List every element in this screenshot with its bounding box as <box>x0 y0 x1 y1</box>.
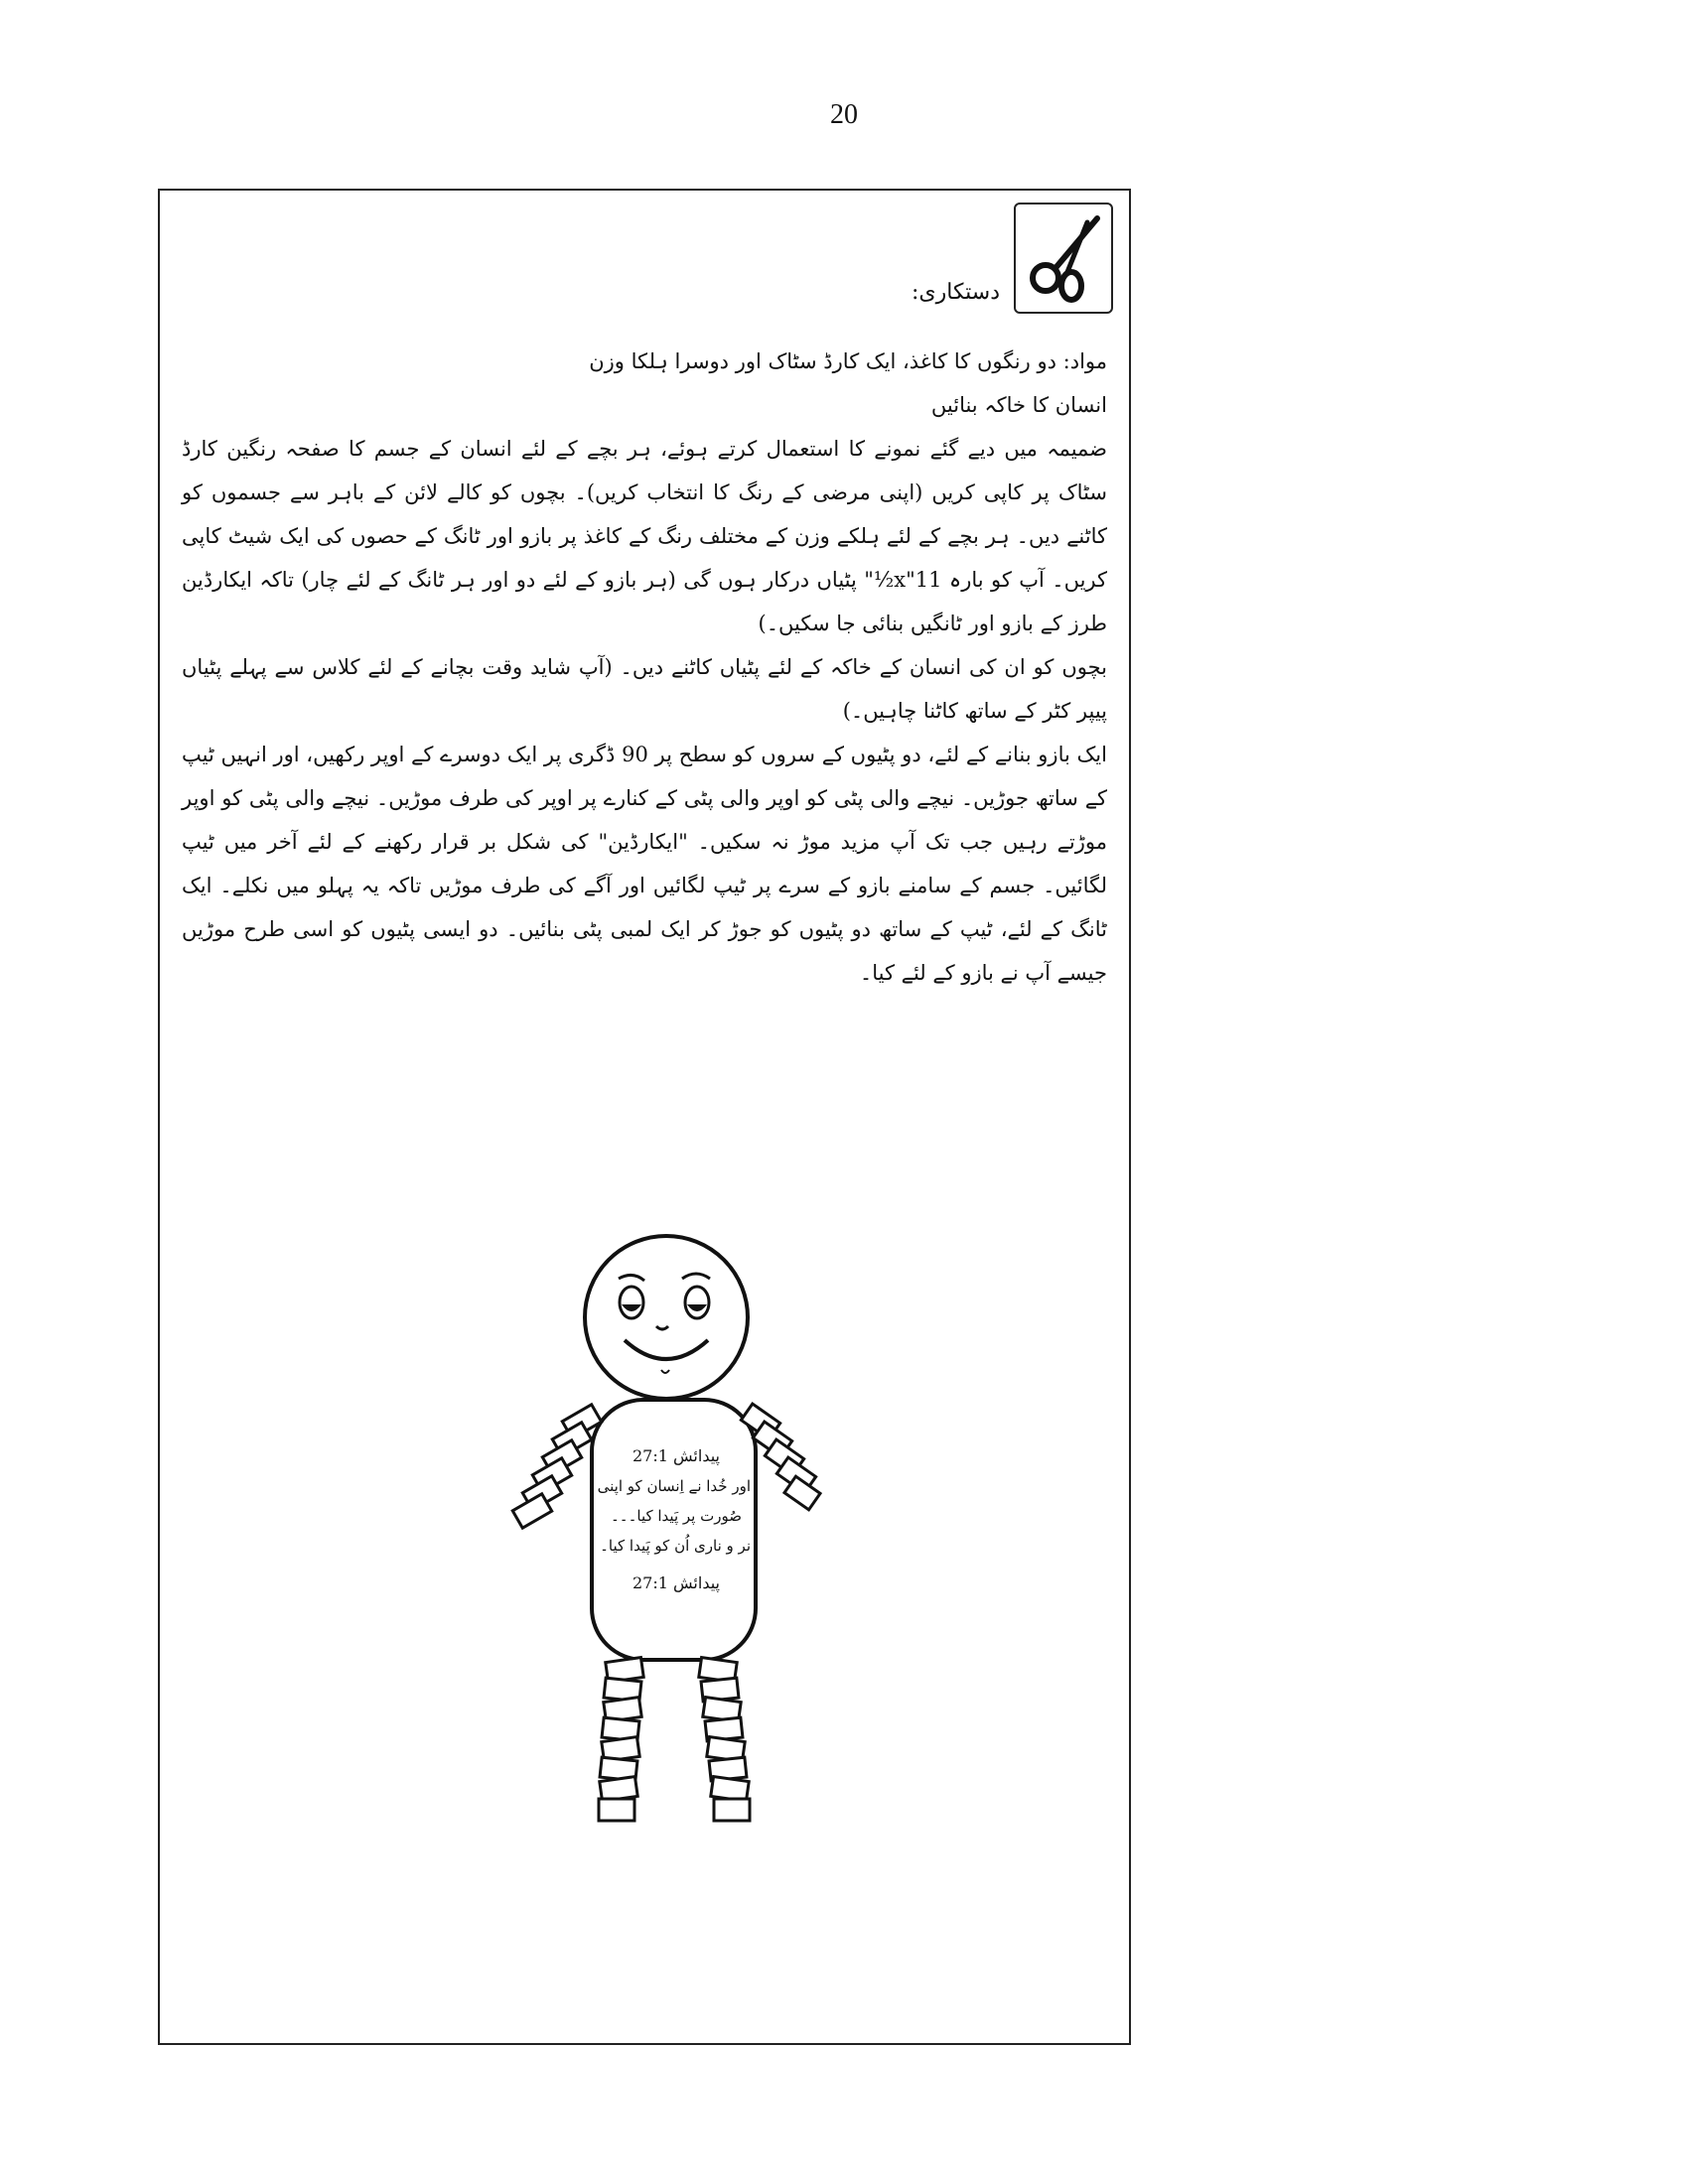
scissors-icon <box>1014 203 1113 314</box>
verse-line-1: اور خُدا نے اِنسان کو اپنی <box>597 1477 751 1495</box>
section-label: دستکاری: <box>912 280 1000 305</box>
paragraph-1: ضمیمہ میں دیے گئے نمونے کا استعمال کرتے ہوئے، ہر بچے کے لئے انسان کے جسم کا صفحہ رنگین کارڈ سٹاک پر کاپی کریں (اپنی مرضی کے رنگ کا انتخاب کریں)۔ بچوں کو کالے لائن کے باہر سے جسموں کو کاٹنے دیں۔ ہر بچے کے لئے ہلکے وزن کے مختلف رنگ کے کاغذ پر بازو اور ٹانگ کے حصوں کی ایک شیٹ کاپی کریں۔ آپ کو بارہ 11"x½" پٹیاں درکار ہوں گی (ہر بازو کے لئے دو اور ہر ٹانگ کے لئے چار) تاکہ ایکارڈین طرز کے بازو اور ٹانگیں بنائی جا سکیں۔) <box>182 437 1108 635</box>
activity-heading: انسان کا خاکہ بنائیں <box>930 393 1107 417</box>
verse-ref-top: پیدائش 27:1 <box>633 1446 720 1465</box>
person-figure <box>507 1233 825 1829</box>
paragraph-3: ایک بازو بنانے کے لئے، دو پٹیوں کے سروں کو سطح پر 90 ڈگری پر ایک دوسرے کے اوپر رکھیں، اور انہیں ٹیپ کے ساتھ جوڑیں۔ نیچے والی پٹی کو اوپر والی پٹی کے کنارے پر اوپر کی طرف موڑیں۔ نیچے والی پٹی کو اوپر موڑتے رہیں جب تک آپ مزید موڑ نہ سکیں۔ "ایکارڈین" کی شکل بر قرار رکھنے کے لئے آخر میں ٹیپ لگائیں۔ جسم کے سامنے بازو کے سرے پر ٹیپ لگائیں اور آگے کی طرف موڑیں تاکہ یہ پہلو میں نکلے۔ ایک ٹانگ کے لئے، ٹیپ کے ساتھ دو پٹیوں کو جوڑ کر ایک لمبی پٹی بنائیں۔ دو ایسی پٹیوں کو اسی طرح موڑیں جیسے آپ نے بازو کے لئے کیا۔ <box>182 743 1107 985</box>
verse-text <box>597 1441 751 1598</box>
instructions <box>182 340 1107 995</box>
paragraph-2: بچوں کو ان کی انسان کے خاکہ کے لئے پٹیاں کاٹنے دیں۔ (آپ شاید وقت بچانے کے لئے کلاس سے پہلے پٹیاں پیپر کٹر کے ساتھ کاٹنا چاہیں۔) <box>182 655 1108 723</box>
left-arm <box>512 1405 601 1528</box>
activity-frame <box>158 189 1131 2045</box>
page-number: 20 <box>830 99 858 130</box>
verse-line-3: نر و ناری اُن کو پَیدا کیا۔ <box>600 1537 751 1555</box>
right-leg <box>699 1658 750 1821</box>
verse-ref-bottom: پیدائش 27:1 <box>633 1573 720 1592</box>
verse-line-2: صُورت پر پَیدا کیا۔۔۔ <box>611 1507 742 1525</box>
figure-head <box>585 1236 748 1399</box>
left-leg <box>599 1658 643 1821</box>
materials-line: مواد: دو رنگوں کا کاغذ، ایک کارڈ سٹاک اور دوسرا ہلکا وزن <box>589 349 1107 373</box>
